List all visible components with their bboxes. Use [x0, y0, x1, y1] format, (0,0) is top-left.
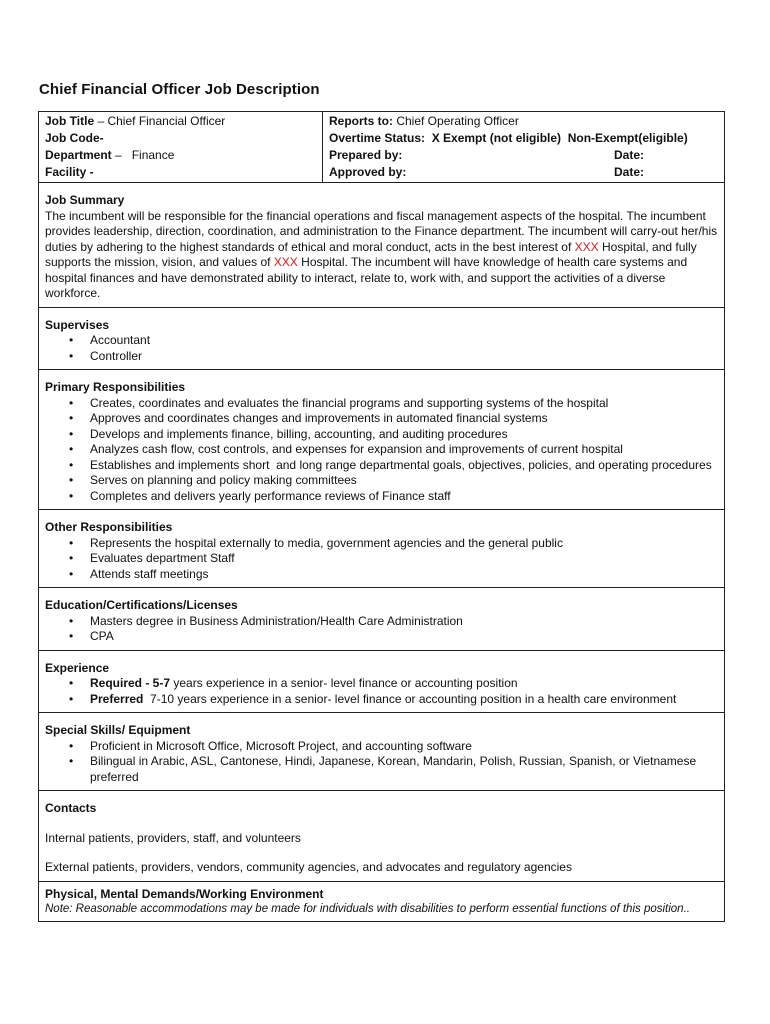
job-code-row — [45, 130, 316, 147]
job-summary-section — [39, 183, 724, 308]
facility-row — [45, 164, 316, 181]
primary-responsibilities-heading: Primary Responsibilities — [45, 380, 186, 394]
job-title-value: – Chief Financial Officer — [94, 114, 226, 128]
education-list — [45, 614, 718, 645]
list-item: • Analyzes cash flow, cost controls, and expenses for expansion and improvements of current hospital — [90, 442, 718, 458]
job-summary-text — [45, 209, 718, 302]
approved-date-label: Date: — [613, 165, 644, 179]
reports-to-label: Reports to: — [329, 114, 393, 128]
special-skills-heading: Special Skills/ Equipment — [45, 723, 191, 737]
prepared-by-row — [329, 147, 718, 164]
list-item: • Establishes and implements short and long range departmental goals, objectives, policies, and operating procedures — [90, 458, 718, 474]
job-title-row — [45, 113, 316, 130]
list-item: • Serves on planning and policy making committees — [90, 473, 718, 489]
department-row — [45, 147, 316, 164]
experience-section — [39, 651, 724, 714]
accommodations-note: Note: Reasonable accommodations may be made for individuals with disabilities to perform essential functions of this position.. — [45, 903, 690, 915]
overtime-value: X Exempt (not eligible) Non-Exempt(eligible) — [425, 131, 688, 145]
list-item: • Bilingual in Arabic, ASL, Cantonese, Hindi, Japanese, Korean, Mandarin, Polish, Russian, Spanish, or Vietnamese preferred — [90, 754, 718, 785]
prepared-date-label: Date: — [613, 148, 644, 162]
other-responsibilities-heading: Other Responsibilities — [45, 520, 173, 534]
list-item: • Represents the hospital externally to media, government agencies and the general public — [90, 536, 718, 552]
list-item — [90, 692, 718, 708]
list-item — [90, 676, 718, 692]
physical-demands-heading: Physical, Mental Demands/Working Environment — [45, 886, 324, 901]
special-skills-list — [45, 739, 718, 786]
supervises-list — [45, 333, 718, 364]
approved-by-row — [329, 164, 718, 181]
list-item: • Attends staff meetings — [90, 567, 718, 583]
reports-to-row — [329, 113, 718, 130]
summary-text-part-1: The incumbent will be responsible for the financial operations and fiscal management aspects of the hospital. The incumbent provides leadership, direction, coordination, and administration to the Finance department. The incumbent will carry-out her/his duties by adhering to the highest standards of ethical and moral conduct, acts in the best interest of — [45, 208, 718, 254]
special-skills-section — [39, 713, 724, 791]
required-text: years experience in a senior- level finance or accounting position — [170, 676, 518, 690]
job-summary-heading: Job Summary — [45, 193, 125, 207]
overtime-row — [329, 130, 718, 147]
list-item: • Develops and implements finance, billing, accounting, and auditing procedures — [90, 427, 718, 443]
external-contacts: External patients, providers, vendors, community agencies, and advocates and regulatory agencies — [45, 860, 572, 874]
primary-responsibilities-section — [39, 370, 724, 510]
prepared-by-label: Prepared by: — [329, 148, 403, 162]
job-description-table — [38, 111, 725, 922]
experience-list — [45, 676, 718, 707]
summary-text-part-2: Hospital, and fully supports the mission, vision, and values of — [45, 239, 697, 269]
physical-demands-section — [39, 882, 724, 921]
list-item: • Creates, coordinates and evaluates the financial programs and supporting systems of the hospital — [90, 396, 718, 412]
hospital-placeholder: XXX — [574, 239, 599, 254]
internal-contacts: Internal patients, providers, staff, and volunteers — [45, 830, 301, 845]
list-item: • Evaluates department Staff — [90, 551, 718, 567]
approved-by-label: Approved by: — [329, 165, 407, 179]
list-item: • Controller — [90, 349, 718, 365]
required-label: Required - 5-7 — [90, 676, 171, 690]
summary-text-part-3: Hospital. The incumbent will have knowledge of health care systems and hospital finances and have demonstrated ability to interact, relate to, work with, and support the activities of a diverse workforce. — [45, 255, 688, 300]
reports-to-value: Chief Operating Officer — [393, 114, 519, 128]
job-code-label: Job Code- — [45, 131, 104, 145]
preferred-label: Preferred — [90, 691, 144, 706]
department-value: – Finance — [111, 148, 175, 162]
list-item: • CPA — [90, 629, 718, 645]
supervises-section — [39, 308, 724, 371]
facility-label: Facility - — [45, 165, 94, 179]
department-label: Department — [45, 148, 112, 162]
header-right-column — [323, 112, 724, 182]
preferred-text: 7-10 years experience in a senior- level finance or accounting position in a health care environment — [143, 691, 677, 706]
experience-heading: Experience — [45, 660, 110, 675]
list-item: • Proficient in Microsoft Office, Microsoft Project, and accounting software — [90, 739, 718, 755]
page-title: Chief Financial Officer Job Description — [39, 81, 320, 98]
education-section — [39, 588, 724, 651]
other-responsibilities-section — [39, 510, 724, 588]
contacts-section — [39, 791, 724, 882]
list-item: • Approves and coordinates changes and improvements in automated financial systems — [90, 411, 718, 427]
contacts-heading: Contacts — [45, 801, 97, 815]
list-item: • Completes and delivers yearly performance reviews of Finance staff — [90, 489, 718, 505]
other-responsibilities-list — [45, 536, 718, 583]
header-left-column — [39, 112, 323, 182]
overtime-label: Overtime Status: — [329, 131, 426, 145]
job-title-label: Job Title — [45, 114, 95, 128]
header-grid — [39, 112, 724, 183]
list-item: • Masters degree in Business Administration/Health Care Administration — [90, 614, 718, 630]
list-item: • Accountant — [90, 333, 718, 349]
hospital-placeholder: XXX — [273, 255, 298, 269]
supervises-heading: Supervises — [45, 317, 110, 332]
primary-responsibilities-list — [45, 396, 718, 505]
education-heading: Education/Certifications/Licenses — [45, 598, 238, 612]
